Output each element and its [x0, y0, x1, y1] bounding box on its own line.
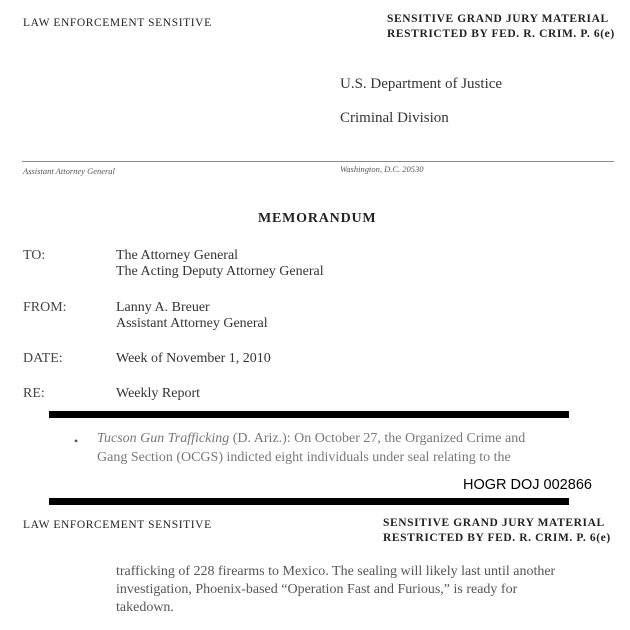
separator-bar-bottom — [49, 498, 569, 505]
department-name: U.S. Department of Justice — [340, 76, 503, 92]
from-label: FROM: — [23, 300, 67, 315]
memo-title: MEMORANDUM — [258, 211, 377, 226]
to-recipient-1: The Attorney General — [116, 248, 239, 263]
date-label: DATE: — [23, 351, 63, 366]
item-first-line — [97, 431, 525, 447]
restriction-label-page2: RESTRICTED BY FED. R. CRIM. P. 6(e) — [383, 532, 611, 544]
from-title: Assistant Attorney General — [116, 316, 268, 331]
item-line2: Gang Section (OCGS) indicted eight individuals under seal relating to the — [97, 450, 511, 465]
letterhead-address: Washington, D.C. 20530 — [340, 164, 424, 174]
from-name: Lanny A. Breuer — [116, 300, 210, 315]
letterhead-rule — [22, 161, 614, 162]
separator-bar-top — [49, 411, 569, 418]
grand-jury-label: SENSITIVE GRAND JURY MATERIAL — [387, 13, 609, 25]
classification-left-page2: LAW ENFORCEMENT SENSITIVE — [23, 519, 212, 531]
re-label: RE: — [23, 386, 45, 401]
continuation-line3: takedown. — [116, 600, 174, 615]
division-name: Criminal Division — [340, 110, 449, 126]
restriction-label: RESTRICTED BY FED. R. CRIM. P. 6(e) — [387, 28, 615, 40]
item-title: Tucson Gun Trafficking — [97, 431, 230, 446]
continuation-line2: investigation, Phoenix-based “Operation Fast and Furious,” is ready for — [116, 582, 518, 597]
to-recipient-2: The Acting Deputy Attorney General — [116, 264, 324, 279]
date-value: Week of November 1, 2010 — [116, 351, 271, 366]
letterhead-office: Assistant Attorney General — [23, 166, 115, 176]
re-value: Weekly Report — [116, 386, 201, 401]
classification-left: LAW ENFORCEMENT SENSITIVE — [23, 17, 212, 29]
bullet-icon: • — [74, 434, 79, 448]
bates-number: HOGR DOJ 002866 — [463, 477, 592, 493]
continuation-line1: trafficking of 228 firearms to Mexico. The sealing will likely last until another — [116, 564, 556, 579]
item-line1: On October 27, the Organized Crime and — [294, 431, 526, 446]
item-district: (D. Ariz.): — [232, 431, 291, 446]
to-label: TO: — [23, 248, 46, 263]
grand-jury-label-page2: SENSITIVE GRAND JURY MATERIAL — [383, 517, 605, 529]
